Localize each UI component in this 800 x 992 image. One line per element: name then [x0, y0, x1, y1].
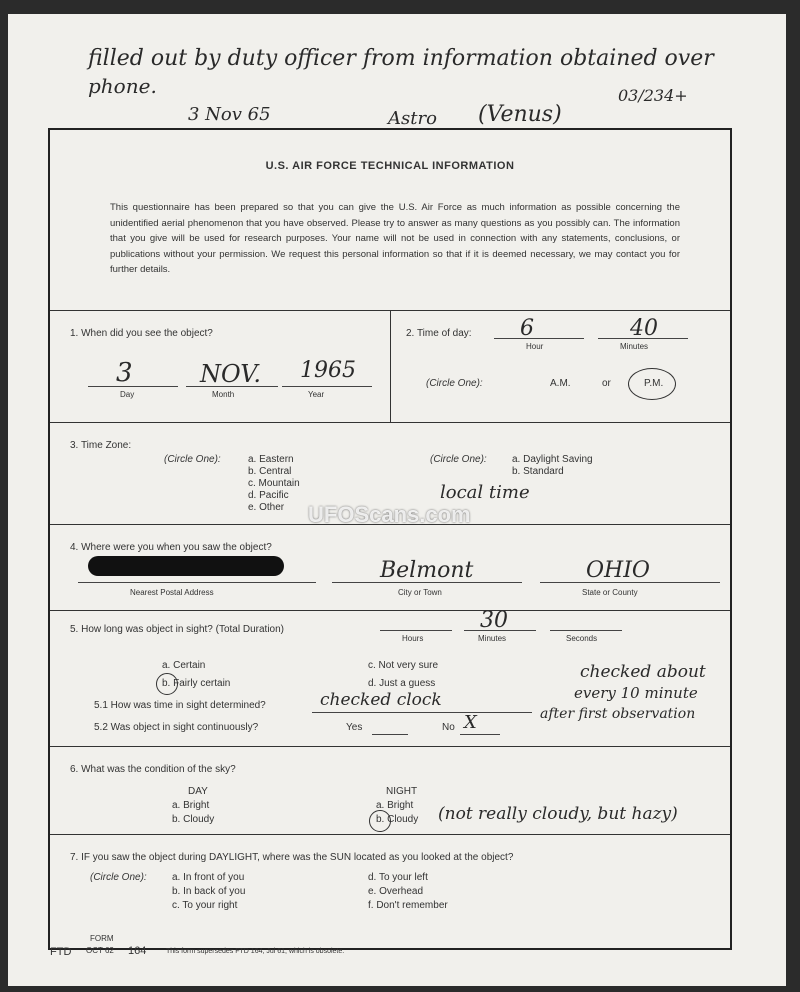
q5-side-note-1: checked about: [580, 662, 706, 682]
q7-opt-c: c. To your right: [172, 900, 238, 911]
q2-hour: 6: [520, 316, 534, 341]
q5-hours-label: Hours: [402, 634, 424, 643]
footer-form-word: FORM: [90, 934, 114, 943]
q2-pm: P.M.: [644, 378, 664, 389]
q6-night: NIGHT: [386, 786, 418, 797]
footer-form-date: OCT 62: [86, 946, 114, 955]
footer-ftd: FTD: [50, 946, 72, 958]
q3-opt2-b: b. Standard: [512, 466, 564, 477]
top-note-line2: phone.: [88, 74, 157, 98]
q5-minutes-label: Minutes: [478, 634, 507, 643]
q5-side-note-3: after first observation: [540, 706, 696, 722]
q5-opt-a: a. Certain: [162, 660, 206, 671]
q4-city: Belmont: [380, 558, 474, 583]
q1-day: 3: [116, 358, 133, 388]
q7-label: 7. IF you saw the object during DAYLIGHT, where was the SUN located as you looked at the object?: [70, 852, 514, 863]
q52-label: 5.2 Was object in sight continuously?: [94, 722, 259, 733]
q5-opt-b: b. Fairly certain: [162, 678, 231, 689]
q5-side-note-2: every 10 minute: [574, 684, 698, 702]
watermark: UFOScans.com: [308, 502, 471, 527]
q51-label: 5.1 How was time in sight determined?: [94, 700, 266, 711]
q3-opt-a: a. Eastern: [248, 454, 294, 465]
q3-opt-e: e. Other: [248, 502, 285, 513]
q7-opt-b: b. In back of you: [172, 886, 246, 897]
redacted-address: [88, 556, 284, 576]
q2-am: A.M.: [550, 378, 571, 389]
q52-no: No: [442, 722, 455, 733]
q51-answer: checked clock: [320, 690, 442, 710]
q4-label: 4. Where were you when you saw the object?: [70, 542, 272, 553]
q2-or: or: [602, 378, 611, 389]
q7-opt-e: e. Overhead: [368, 886, 424, 897]
date-note: 3 Nov 65: [188, 104, 271, 125]
q3-label: 3. Time Zone:: [70, 440, 132, 451]
fairly-certain-circle-mark: [156, 673, 178, 695]
q5-opt-c: c. Not very sure: [368, 660, 439, 671]
q3-opt-c: c. Mountain: [248, 478, 300, 489]
q6-label: 6. What was the condition of the sky?: [70, 764, 236, 775]
q1-year-label: Year: [308, 390, 325, 399]
footer-form-no: 164: [128, 945, 147, 957]
cloudy-circle-mark: [369, 810, 391, 832]
top-note-line1: filled out by duty officer from information obtained over: [88, 46, 714, 71]
astro-note: Astro: [388, 108, 437, 129]
q2-hour-label: Hour: [526, 342, 544, 351]
q5-opt-d: d. Just a guess: [368, 678, 436, 689]
pm-circle-mark: [628, 368, 676, 400]
q4-city-label: City or Town: [398, 588, 442, 597]
q6-day: DAY: [188, 786, 208, 797]
form-intro: This questionnaire has been prepared so that you can give the U.S. Air Force as much information as possible concerning the unidentified aerial phenomenon that you have observed. Please try to answer as many questions as you possibly can. The information that you give will be used for research purposes. Your name will not be used in connection with any statements, conclusions, or publications without your permission. We request this personal information so that if it is deemed necessary, we may contact you for further details.: [110, 202, 680, 275]
q3-handwritten: local time: [440, 482, 530, 503]
q2-minutes: 40: [630, 316, 658, 341]
q7-opt-d: d. To your left: [368, 872, 428, 883]
form-title: U.S. AIR FORCE TECHNICAL INFORMATION: [265, 160, 515, 172]
q1-month-label: Month: [212, 390, 235, 399]
q2-minutes-label: Minutes: [620, 342, 649, 351]
q6-day-b: b. Cloudy: [172, 814, 215, 825]
q3-circle-one-2: (Circle One):: [430, 454, 487, 465]
q2-label: 2. Time of day:: [406, 328, 472, 339]
q3-opt2-a: a. Daylight Saving: [512, 454, 593, 465]
q4-state-label: State or County: [582, 588, 638, 597]
form-box: [48, 128, 732, 950]
q7-opt-f: f. Don't remember: [368, 900, 448, 911]
q52-yes: Yes: [346, 722, 363, 733]
q1-day-label: Day: [120, 390, 135, 399]
q5-minutes: 30: [480, 608, 508, 633]
q6-handwritten: (not really cloudy, but hazy): [438, 804, 678, 824]
q7-opt-a: a. In front of you: [172, 872, 245, 883]
q6-night-a: a. Bright: [376, 800, 414, 811]
q6-day-a: a. Bright: [172, 800, 210, 811]
footer-supersede: This form supersedes FTD 164, Jul 61, which is obsolete.: [166, 948, 345, 955]
document-page: [8, 14, 786, 986]
q52-no-mark: X: [464, 712, 477, 733]
q7-circle-one: (Circle One):: [90, 872, 147, 883]
q4-address-label: Nearest Postal Address: [130, 588, 214, 597]
q6-night-b: b. Cloudy: [376, 814, 419, 825]
venus-note: (Venus): [478, 102, 562, 127]
ref-note: 03/234+: [618, 86, 688, 105]
q3-circle-one: (Circle One):: [164, 454, 221, 465]
q3-opt-d: d. Pacific: [248, 490, 289, 501]
q1-label: 1. When did you see the object?: [70, 328, 213, 339]
q1-month: NOV.: [200, 360, 262, 388]
q1-year: 1965: [300, 358, 356, 383]
q2-circle-one: (Circle One):: [426, 378, 483, 389]
q5-seconds-label: Seconds: [566, 634, 598, 643]
q4-state: OHIO: [586, 558, 650, 583]
q3-opt-b: b. Central: [248, 466, 292, 477]
q5-label: 5. How long was object in sight? (Total Duration): [70, 624, 284, 635]
